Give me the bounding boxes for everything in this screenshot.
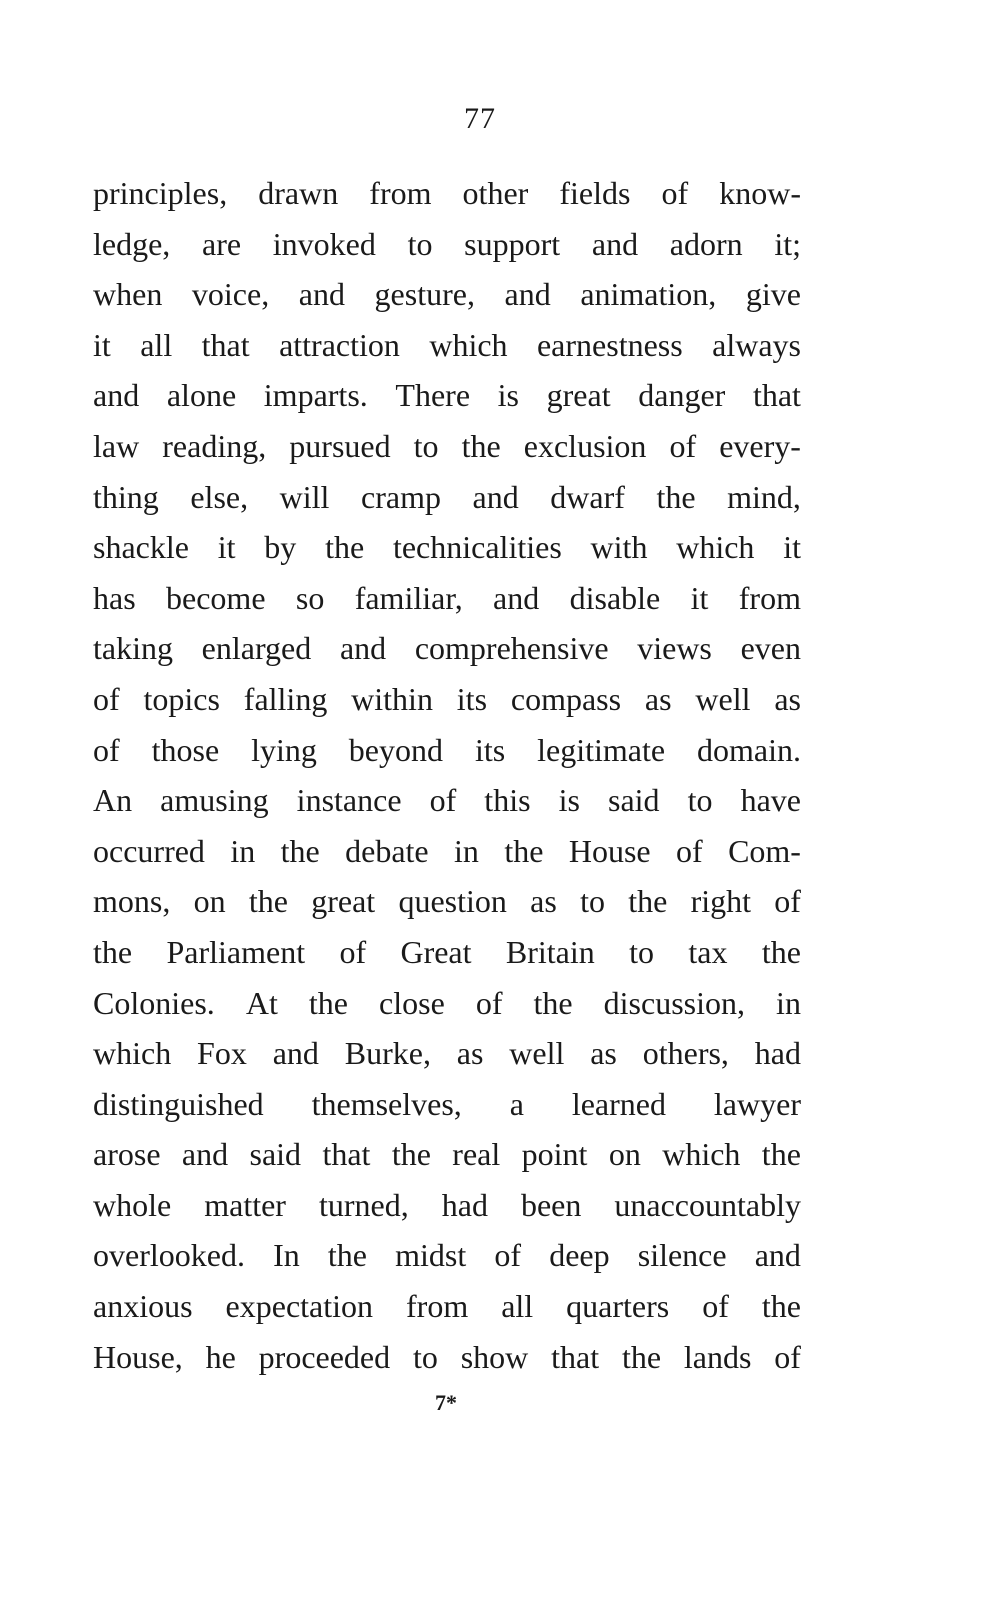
text-line: An amusing instance of this is said to have <box>93 782 801 819</box>
text-line: of those lying beyond its legitimate domain. <box>93 731 801 768</box>
text-line: ledge, are invoked to support and adorn it; <box>93 225 801 262</box>
text-line: principles, drawn from other fields of know- <box>93 175 801 211</box>
text-line: shackle it by the technicalities with which it <box>93 529 801 566</box>
body-text <box>93 168 801 1382</box>
text-line: occurred in the debate in the House of Com- <box>93 832 801 869</box>
text-line: Colonies. At the close of the discussion, in <box>93 984 801 1021</box>
text-line: overlooked. In the midst of deep silence and <box>93 1237 801 1274</box>
text-line: when voice, and gesture, and animation, give <box>93 276 801 313</box>
text-line: the Parliament of Great Britain to tax the <box>93 933 801 970</box>
text-line: and alone imparts. There is great danger that <box>93 377 801 414</box>
text-line: has become so familiar, and disable it from <box>93 579 801 616</box>
text-line: arose and said that the real point on which the <box>93 1136 801 1173</box>
text-line: distinguished themselves, a learned lawyer <box>93 1085 801 1122</box>
text-line: which Fox and Burke, as well as others, had <box>93 1035 801 1072</box>
text-line: thing else, will cramp and dwarf the mind, <box>93 478 801 515</box>
text-line: of topics falling within its compass as well as <box>93 680 801 717</box>
text-line: mons, on the great question as to the right of <box>93 883 801 920</box>
text-line: House, he proceeded to show that the lands of <box>93 1338 801 1375</box>
text-line: anxious expectation from all quarters of the <box>93 1288 801 1325</box>
signature-mark: 7* <box>435 1390 457 1415</box>
text-line: it all that attraction which earnestness always <box>93 326 801 363</box>
text-line: whole matter turned, had been unaccountably <box>93 1186 801 1223</box>
page-number: 77 <box>464 102 496 135</box>
text-line: law reading, pursued to the exclusion of every- <box>93 427 801 464</box>
text-line: taking enlarged and comprehensive views even <box>93 630 801 667</box>
